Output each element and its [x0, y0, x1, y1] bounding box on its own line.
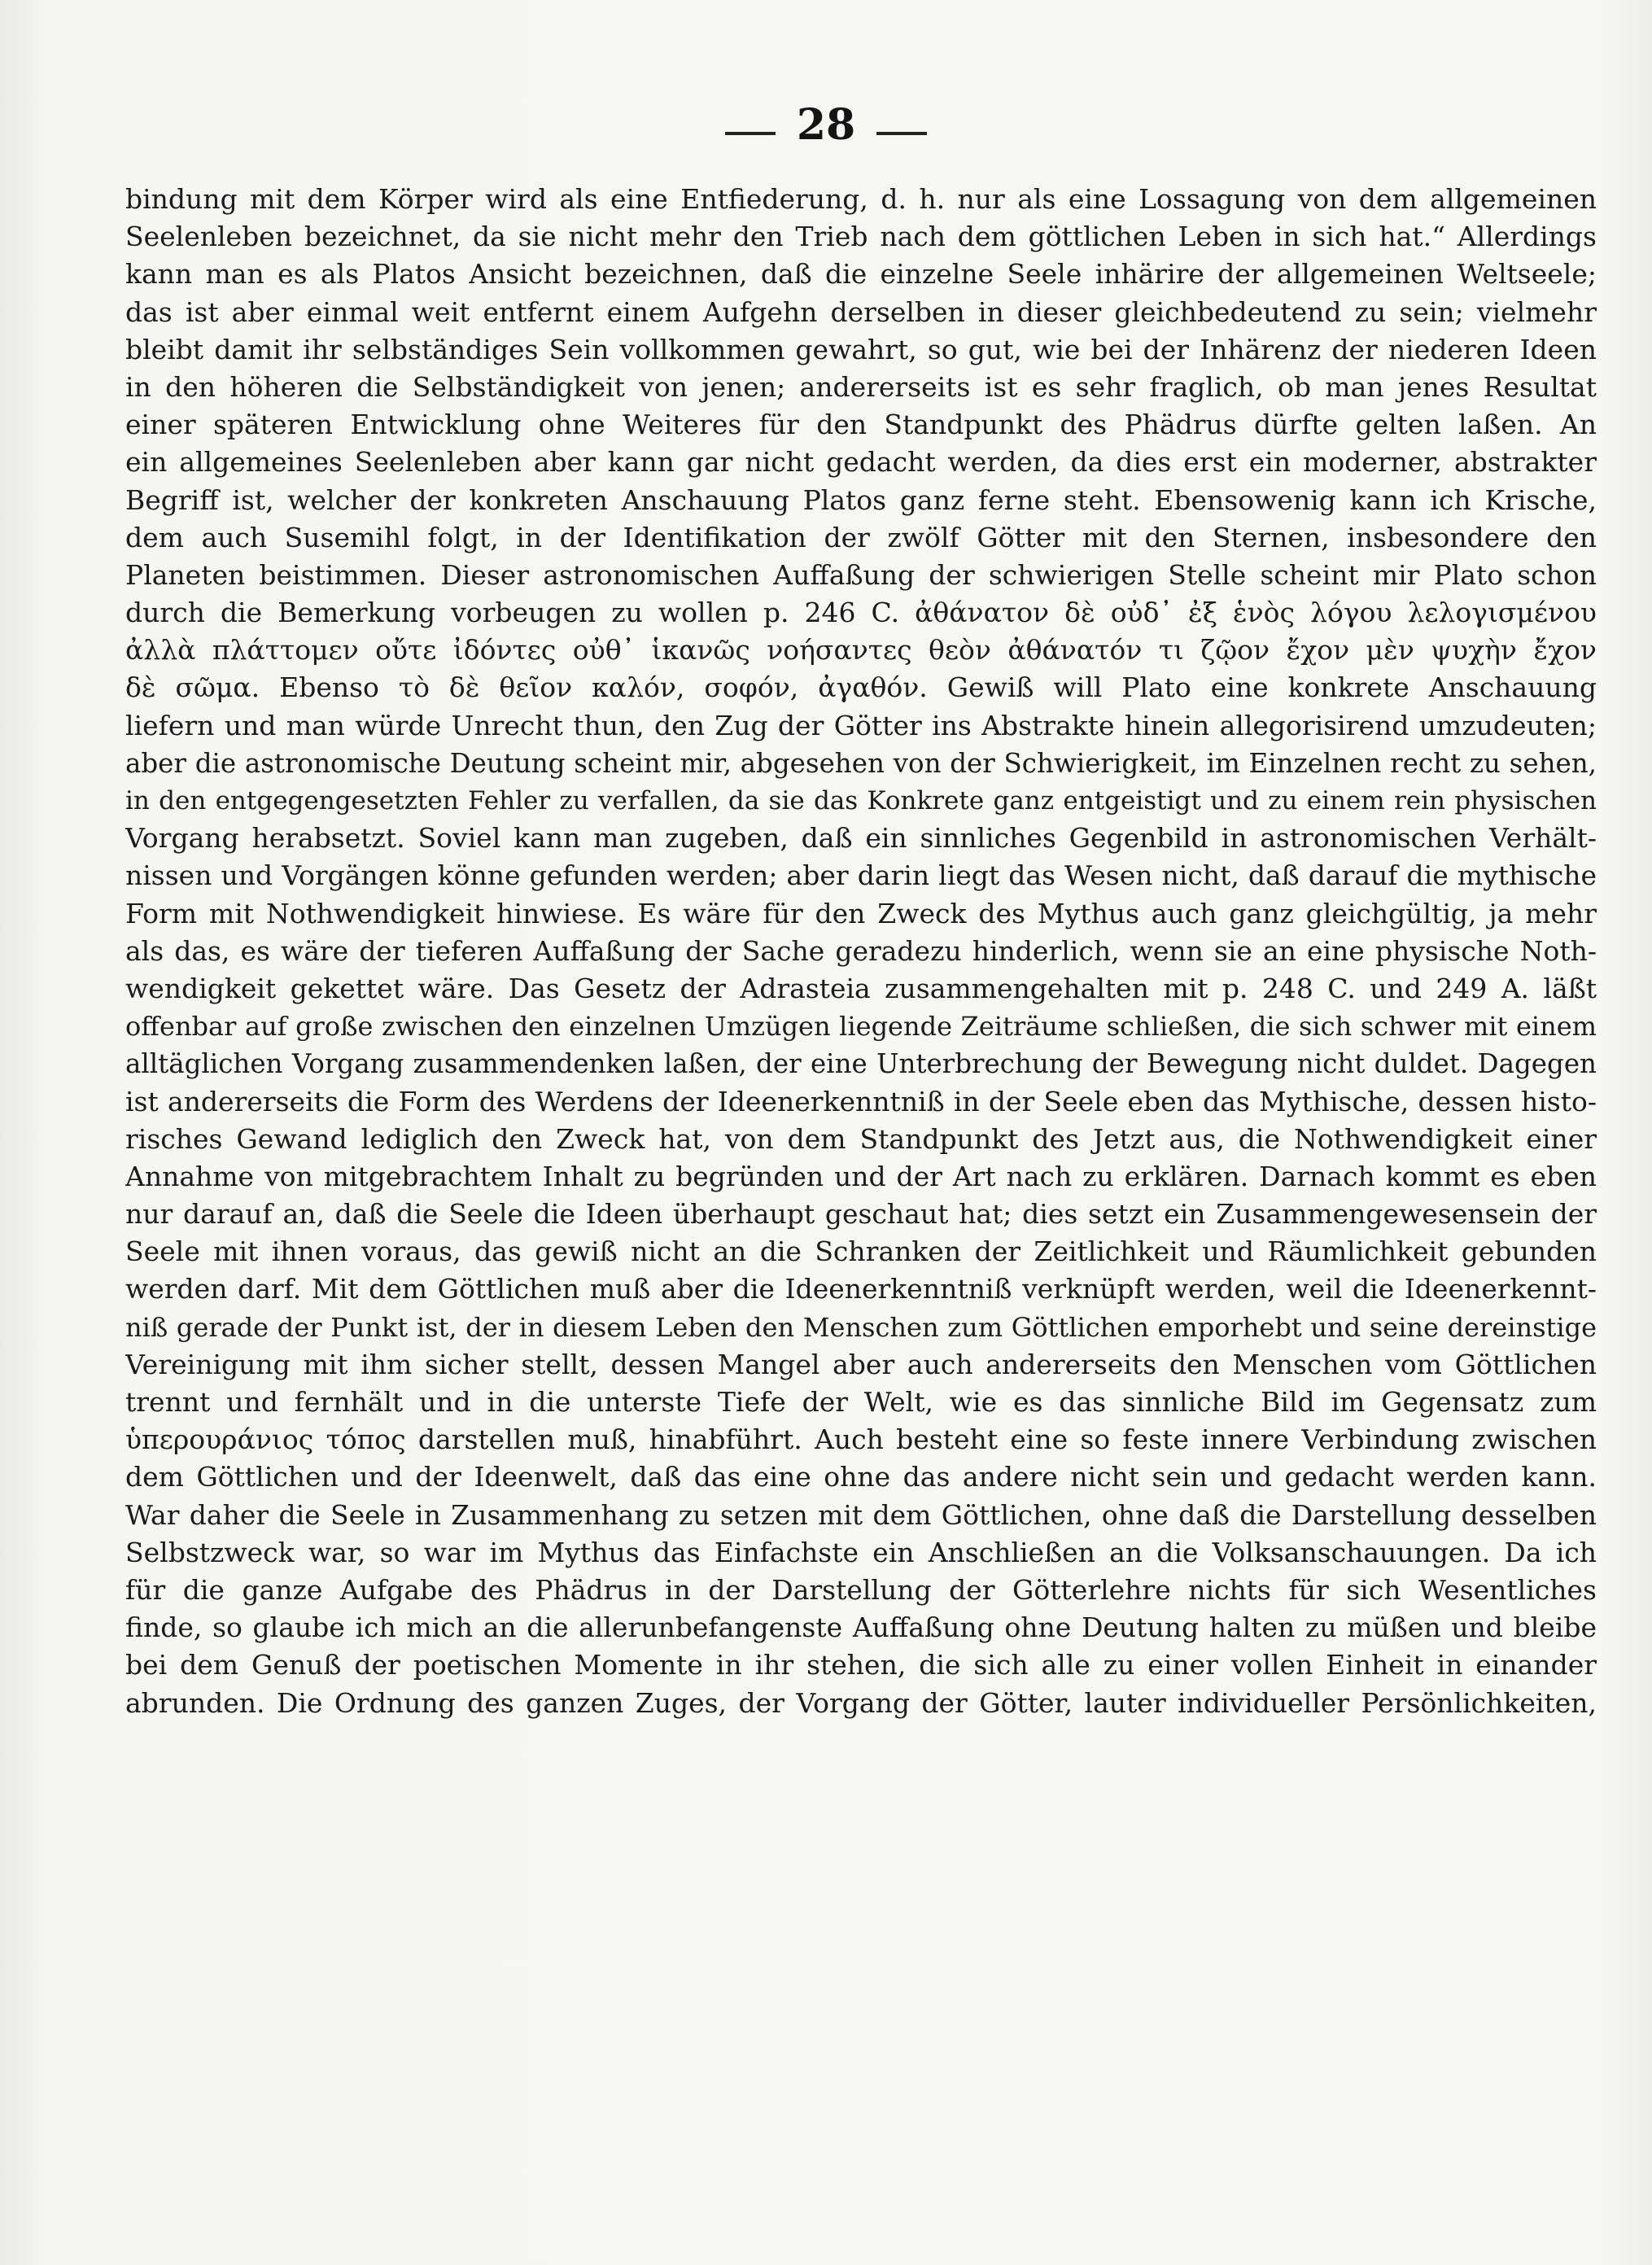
text-line: ist andererseits die Form des Werdens der Ideenerkenntniß in der Seele eben das Mythische, dessen histo- [125, 1085, 1597, 1117]
page-header [0, 100, 1652, 150]
header-dash-left [725, 132, 776, 135]
text-line: nissen und Vorgängen könne gefunden werden; aber darin liegt das Wesen nicht, daß darauf die mythische [125, 859, 1597, 892]
text-line: offenbar auf große zwischen den einzelnen Umzügen liegende Zeiträume schließen, die sich schwer mit einem [125, 1011, 1597, 1043]
text-line: aber die astronomische Deutung scheint mir, abgesehen von der Schwierigkeit, im Einzelnen recht zu sehen, [125, 747, 1597, 779]
text-line: Begriff ist, welcher der konkreten Anschauung Platos ganz ferne steht. Ebensowenig kann ich Krische, [125, 483, 1597, 516]
text-line: dem Göttlichen und der Ideenwelt, daß das eine ohne das andere nicht sein und gedacht werden kann. [125, 1461, 1597, 1493]
text-line: ein allgemeines Seelenleben aber kann gar nicht gedacht werden, da dies erst ein moderner, abstrakter [125, 446, 1597, 479]
text-line: für die ganze Aufgabe des Phädrus in der Darstellung der Götterlehre nichts für sich Wesentliches [125, 1573, 1597, 1606]
text-line: War daher die Seele in Zusammenhang zu setzen mit dem Göttlichen, ohne daß die Darstellung desselben [125, 1498, 1597, 1531]
text-line: Form mit Nothwendigkeit hinwiese. Es wäre für den Zweck des Mythus auch ganz gleichgültig, ja mehr [125, 897, 1597, 929]
text-line: abrunden. Die Ordnung des ganzen Zuges, der Vorgang der Götter, lauter individueller Persönlichkeiten, [125, 1686, 1597, 1719]
text-line: dem auch Susemihl folgt, in der Identifikation der zwölf Götter mit den Sternen, insbesondere den [125, 521, 1597, 553]
text-line: nur darauf an, daß die Seele die Ideen überhaupt geschaut hat; dies setzt ein Zusammengewesensein der [125, 1198, 1597, 1231]
text-line: in den höheren die Selbständigkeit von jenen; andererseits ist es sehr fraglich, ob man jenes Resultat [125, 370, 1597, 403]
text-line: trennt und fernhält und in die unterste Tiefe der Welt, wie es das sinnliche Bild im Gegensatz zum [125, 1386, 1597, 1418]
page-number: 28 [796, 100, 856, 150]
text-line: bei dem Genuß der poetischen Momente in ihr stehen, die sich alle zu einer vollen Einheit in einander [125, 1649, 1597, 1681]
text-line: als das, es wäre der tieferen Auffaßung der Sache geradezu hinderlich, wenn sie an eine physische Noth- [125, 934, 1597, 967]
body-text [125, 181, 1597, 1722]
text-line: Vorgang herabsetzt. Soviel kann man zugeben, daß ein sinnliches Gegenbild in astronomischen Verhält- [125, 822, 1597, 855]
text-line: risches Gewand lediglich den Zweck hat, von dem Standpunkt des Jetzt aus, die Nothwendigkeit einer [125, 1122, 1597, 1155]
text-line: ὑπερουράνιος τόπος darstellen muß, hinabführt. Auch besteht eine so feste innere Verbindung zwischen [125, 1423, 1597, 1456]
text-line: werden darf. Mit dem Göttlichen muß aber die Ideenerkenntniß verknüpft werden, weil die Ideenerkennt- [125, 1273, 1597, 1305]
text-line: ἀλλὰ πλάττομεν οὔτε ἰδόντες οὐθ᾽ ἱκανῶς νοήσαντες θεὸν ἀθάνατόν τι ζῷον ἔχον μὲν ψυχὴν ἔχον [125, 634, 1597, 667]
text-line: Planeten beistimmen. Dieser astronomischen Auffaßung der schwierigen Stelle scheint mir Plato schon [125, 558, 1597, 591]
text-line: Vereinigung mit ihm sicher stellt, dessen Mangel aber auch andererseits den Menschen vom Göttlichen [125, 1348, 1597, 1380]
text-line: kann man es als Platos Ansicht bezeichnen, daß die einzelne Seele inhärire der allgemeinen Weltseele; [125, 258, 1597, 291]
text-line: Seele mit ihnen voraus, das gewiß nicht an die Schranken der Zeitlichkeit und Räumlichkeit gebunden [125, 1235, 1597, 1268]
text-line: durch die Bemerkung vorbeugen zu wollen p. 246 C. ἀθάνατον δὲ οὐδ᾽ ἐξ ἑνὸς λόγου λελογισμένου [125, 597, 1597, 629]
text-line: δὲ σῶμα. Ebenso τὸ δὲ θεῖον καλόν, σοφόν, ἀγαθόν. Gewiß will Plato eine konkrete Anschauung [125, 671, 1597, 704]
text-line: alltäglichen Vorgang zusammendenken laßen, der eine Unterbrechung der Bewegung nicht duldet. Dagegen [125, 1048, 1597, 1080]
text-line: wendigkeit gekettet wäre. Das Gesetz der Adrasteia zusammengehalten mit p. 248 C. und 249 A. läßt [125, 972, 1597, 1004]
text-line: Selbstzweck war, so war im Mythus das Einfachste ein Anschließen an die Volksanschauungen. Da ich [125, 1536, 1597, 1568]
text-line: finde, so glaube ich mich an die allerunbefangenste Auffaßung ohne Deutung halten zu müßen und bleibe [125, 1611, 1597, 1644]
text-line: bleibt damit ihr selbständiges Sein vollkommen gewahrt, so gut, wie bei der Inhärenz der niederen Ideen [125, 333, 1597, 365]
text-line: in den entgegengesetzten Fehler zu verfallen, da sie das Konkrete ganz entgeistigt und zu einem rein physischen [125, 786, 1597, 815]
text-line: einer späteren Entwicklung ohne Weiteres für den Standpunkt des Phädrus dürfte gelten laßen. An [125, 409, 1597, 441]
text-line: Seelenleben bezeichnet, da sie nicht mehr den Trieb nach dem göttlichen Leben in sich hat.“ Allerdings [125, 221, 1597, 253]
text-line: niß gerade der Punkt ist, der in diesem Leben den Menschen zum Göttlichen emporhebt und seine dereinstige [125, 1311, 1597, 1343]
header-dash-right [876, 132, 927, 135]
text-line: liefern und man würde Unrecht thun, den Zug der Götter ins Abstrakte hinein allegorisirend umzudeuten; [125, 709, 1597, 741]
text-line: bindung mit dem Körper wird als eine Entfiederung, d. h. nur als eine Lossagung von dem allgemeinen [125, 183, 1597, 215]
text-line: das ist aber einmal weit entfernt einem Aufgehn derselben in dieser gleichbedeutend zu sein; vielmehr [125, 295, 1597, 328]
text-line: Annahme von mitgebrachtem Inhalt zu begründen und der Art nach zu erklären. Darnach kommt es eben [125, 1160, 1597, 1192]
